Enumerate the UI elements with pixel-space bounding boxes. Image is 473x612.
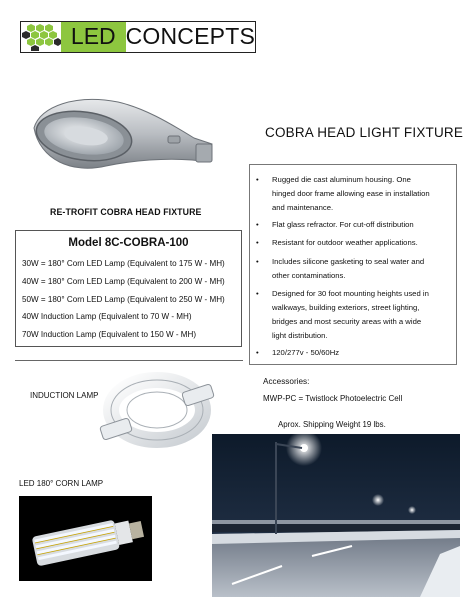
lamp-option: 70W Induction Lamp (Equivalent to 150 W - MH)	[22, 330, 197, 339]
feature-item	[256, 218, 452, 232]
bullet-icon: •	[256, 220, 259, 229]
feature-line: other contaminations.	[272, 271, 346, 280]
accessories-label: Accessories:	[263, 377, 310, 386]
feature-line: and maintenance.	[272, 203, 334, 212]
bullet-icon: •	[256, 175, 259, 184]
main-fixture-caption: RE-TROFIT COBRA HEAD FIXTURE	[50, 207, 202, 217]
feature-item	[256, 255, 452, 283]
feature-item	[256, 346, 452, 360]
feature-line: light distribution.	[272, 331, 328, 340]
corn-lamp-caption: LED 180° CORN LAMP	[19, 479, 104, 488]
feature-line: bridges and most security areas with a wide	[272, 317, 422, 326]
cobra-head-fixture-image	[26, 88, 218, 188]
induction-lamp-caption: INDUCTION LAMP	[30, 391, 99, 400]
product-heading: COBRA HEAD LIGHT FIXTURE	[265, 125, 464, 140]
lamp-option: 40W = 180° Corn LED Lamp (Equivalent to 200 W - MH)	[22, 277, 225, 286]
bullet-icon: •	[256, 348, 259, 357]
accessory-item: MWP-PC = Twistlock Photoelectric Cell	[263, 394, 403, 403]
lamp-option: 30W = 180° Corn LED Lamp (Equivalent to 175 W - MH)	[22, 259, 225, 268]
feature-line: Rugged die cast aluminum housing. One	[272, 175, 411, 184]
feature-line: 120/277v - 50/60Hz	[272, 348, 340, 357]
lamp-option: 40W Induction Lamp (Equivalent to 70 W - MH)	[22, 312, 192, 321]
hexagon-logo-icon	[21, 22, 61, 52]
model-box	[15, 230, 242, 347]
feature-line: Includes silicone gasketing to seal water and	[272, 257, 425, 266]
feature-line: walkways, building exteriors, street lighting,	[272, 303, 420, 312]
shipping-weight: Aprox. Shipping Weight 19 lbs.	[278, 420, 386, 429]
induction-lamp-image	[95, 370, 215, 450]
lamp-option: 50W = 180° Corn LED Lamp (Equivalent to 250 W - MH)	[22, 295, 225, 304]
feature-item	[256, 236, 452, 250]
bullet-icon: •	[256, 238, 259, 247]
feature-line: Resistant for outdoor weather applications.	[272, 238, 418, 247]
feature-item	[256, 287, 452, 343]
feature-line: Designed for 30 foot mounting heights used in	[272, 289, 429, 298]
logo-led-text: LED	[61, 22, 126, 52]
bullet-icon: •	[256, 289, 259, 298]
logo-concepts-text: CONCEPTS	[125, 23, 255, 49]
feature-line: hinged door frame allowing ease in installation	[272, 189, 430, 198]
feature-item	[256, 173, 452, 215]
bullet-icon: •	[256, 257, 259, 266]
street-lighting-photo	[212, 434, 460, 597]
model-title: Model 8C-COBRA-100	[68, 237, 189, 249]
brand-logo	[20, 21, 256, 53]
corn-lamp-image	[19, 496, 152, 581]
feature-line: Flat glass refractor. For cut-off distribution	[272, 220, 414, 229]
section-divider	[15, 360, 243, 361]
features-box	[249, 164, 457, 365]
